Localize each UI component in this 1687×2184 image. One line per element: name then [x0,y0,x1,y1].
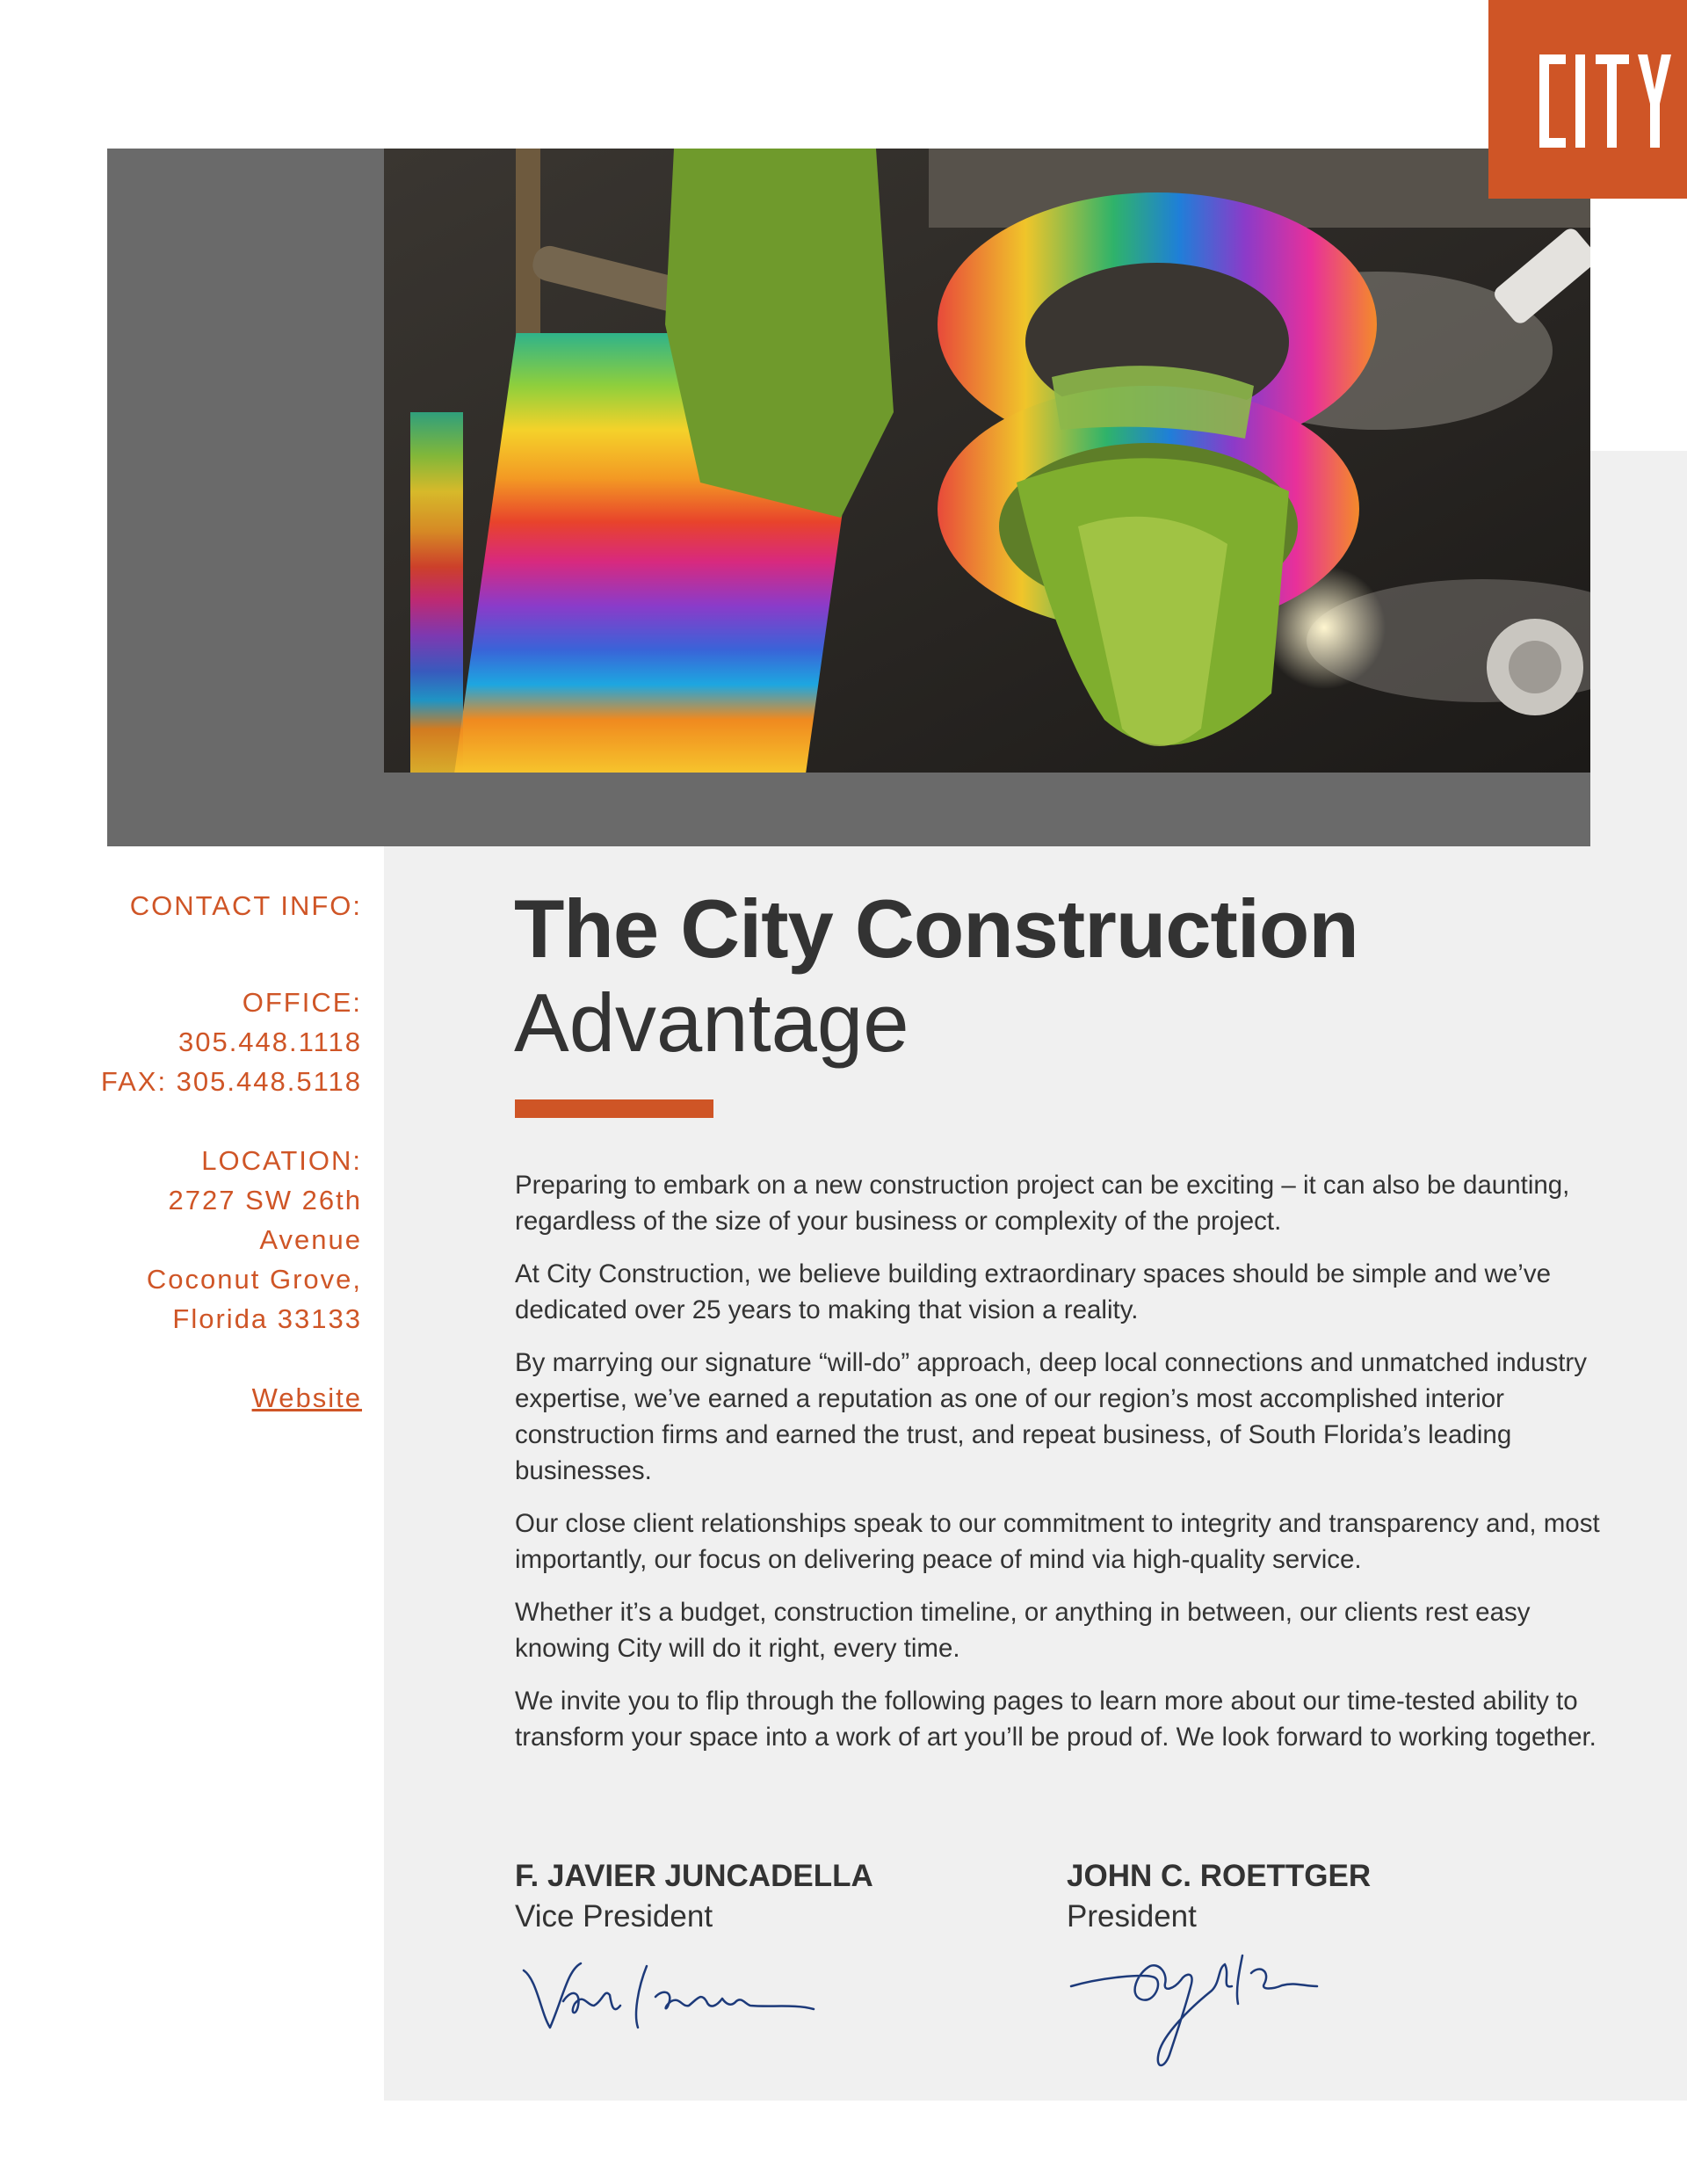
signer-title: President [1067,1899,1197,1934]
signer-name: F. JAVIER JUNCADELLA [515,1859,873,1893]
location-label: LOCATION: [201,1145,362,1176]
signer-title: Vice President [515,1899,713,1934]
paragraph: Preparing to embark on a new construction project can be exciting – it can also be daunting, regardless of the size of your business or complexity of the project. [515,1171,1570,1236]
headline-light: Advantage [514,976,909,1069]
accent-bar [515,1099,713,1118]
hero-photo [384,149,1590,773]
headline-bold: The City Construction [514,882,1358,975]
fax-number: FAX: 305.448.5118 [100,1066,362,1097]
signature-icon [1067,1938,1321,2074]
body-copy [515,1167,1604,1772]
signature-icon [515,1953,818,2036]
president-signature [1067,1938,1321,2074]
paragraph: By marrying our signature “will-do” approach, deep local connections and unmatched industry expertise, we’ve earned a reputation as one of our region’s most accomplished interior construction firms and earned the trust, and repeat business, of South Florida’s leading businesses. [515,1348,1587,1485]
address-line: Coconut Grove, [146,1264,362,1295]
address-line: Avenue [259,1224,362,1255]
hero-frame [107,149,1590,846]
website-link[interactable]: Website [251,1382,362,1413]
paragraph: Our close client relationships speak to our commitment to integrity and transparency and, most importantly, our focus on delivering peace of mind via high-quality service. [515,1509,1600,1574]
address-line: Florida 33133 [172,1303,362,1334]
spacer [53,1101,362,1141]
contact-info [53,886,362,1418]
office-phone: 305.448.1118 [177,1027,362,1057]
contact-heading: CONTACT INFO: [129,890,362,921]
paragraph: We invite you to flip through the following pages to learn more about our time-tested ability to transform your space into a work of art you’ll be proud of. We look forward to working together. [515,1687,1596,1752]
spacer [53,925,362,965]
signer-vice-president [515,1856,873,1937]
paragraph: At City Construction, we believe building extraordinary spaces should be simple and we’ve dedicated over 25 years to making that vision a reality. [515,1259,1551,1324]
city-logo [1488,0,1687,199]
signer-president [1067,1856,1371,1937]
spacer [53,1339,362,1378]
paragraph: Whether it’s a budget, construction timeline, or anything in between, our clients rest easy knowing City will do it right, every time. [515,1598,1531,1663]
signer-name: JOHN C. ROETTGER [1067,1859,1372,1893]
vice-president-signature [515,1953,818,2036]
city-logo-icon [1488,0,1687,199]
address-line: 2727 SW 26th [168,1185,362,1215]
office-label: OFFICE: [242,987,362,1018]
